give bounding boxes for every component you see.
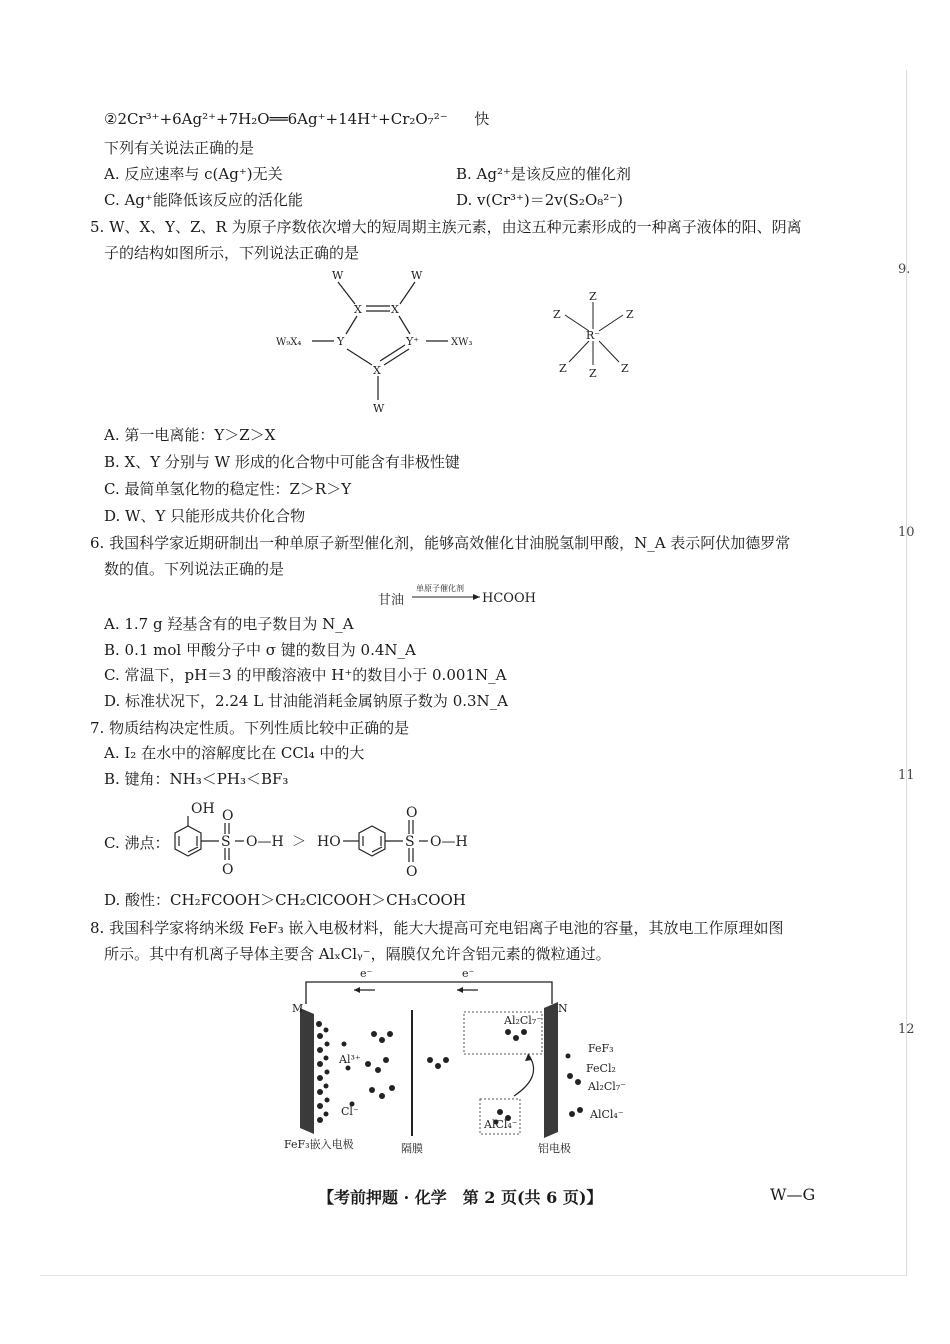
q6-stem-line1: 6. 我国科学家近期研制出一种单原子新型催化剂，能够高效催化甘油脱氢制甲酸，N_A 表示阿伏加德罗常 (90, 534, 791, 552)
q5-cation-x-left: X (354, 303, 362, 316)
q5-cation-w-top-left: W (332, 269, 344, 282)
q6-option-c: C. 常温下，pH＝3 的甲酸溶液中 H⁺的数目小于 0.001N_A (104, 666, 507, 684)
q7-o-h-2: O—H (430, 834, 468, 850)
q6-arrow-head (473, 594, 480, 600)
q8-label-m: M (292, 1002, 304, 1015)
q4-step2-equation: ②2Cr³⁺+6Ag²⁺+7H₂O══6Ag⁺+14H⁺+Cr₂O₇²⁻ (104, 110, 448, 128)
q8-stem-line1: 8. 我国科学家将纳米级 FeF₃ 嵌入电极材料，能大大提高可充电铝离子电池的容量，其放电工作原理如图 (90, 919, 784, 937)
q7-option-d: D. 酸性：CH₂FCOOH＞CH₂ClCOOH＞CH₃COOH (104, 891, 466, 909)
q8-electron-left: e⁻ (360, 967, 373, 980)
q7-s-1: S (221, 834, 231, 850)
q5-stem-line1: 5. W、X、Y、Z、R 为原子序数依次增大的短周期主族元素，由这五种元素形成的一种离子液体的阳、阴离 (90, 218, 802, 236)
q4-option-d: D. v(Cr³⁺)＝2v(S₂O₈²⁻) (456, 191, 624, 209)
q5-anion-z-6: Z (621, 362, 629, 375)
q8-stem-line2: 所示。其中有机离子导体主要含 AlₓClᵧ⁻，隔膜仅允许含铝元素的微粒通过。 (104, 945, 611, 963)
q5-stem-line2: 子的结构如图所示，下列说法正确的是 (104, 244, 360, 262)
q7-option-b: B. 键角：NH₃＜PH₃＜BF₃ (104, 770, 289, 788)
q8-label-al3: Al³⁺ (339, 1053, 361, 1066)
q8-electrode-m (300, 1008, 314, 1134)
q8-label-n: N (558, 1002, 568, 1015)
q6-option-d: D. 标准状况下，2.24 L 甘油能消耗金属钠原子数为 0.3N_A (104, 692, 509, 710)
q4-option-c: C. Ag⁺能降低该反应的活化能 (104, 191, 303, 209)
q8-embedded-particles (316, 1021, 330, 1123)
q4-option-b: B. Ag²⁺是该反应的催化剂 (456, 165, 631, 183)
q8-label-membrane: 隔膜 (401, 1142, 423, 1155)
q4-stem: 下列有关说法正确的是 (104, 139, 255, 157)
q7-o-top-1: O (222, 808, 234, 824)
paper-code: W—G (770, 1185, 816, 1204)
q7-option-a: A. I₂ 在水中的溶解度比在 CCl₄ 中的大 (104, 744, 365, 762)
q8-curved-arrow (514, 1054, 534, 1096)
q8-label-fef3: FeF₃ (588, 1042, 614, 1055)
q7-o-bottom-1: O (222, 862, 234, 878)
q5-cation-y: Y (337, 335, 345, 348)
q5-option-a: A. 第一电离能：Y＞Z＞X (104, 426, 276, 444)
q4-option-a: A. 反应速率与 c(Ag⁺)无关 (104, 165, 283, 183)
q6-option-a: A. 1.7 g 羟基含有的电子数目为 N_A (104, 615, 354, 633)
q5-anion-structure (545, 285, 645, 385)
q7-boiling-point-structures (165, 790, 505, 885)
q5-anion-z-3: Z (626, 308, 634, 321)
q8-electron-right: e⁻ (462, 967, 475, 980)
q5-anion-z-2: Z (553, 308, 561, 321)
q7-o-h-1: O—H (246, 834, 284, 850)
q8-battery-diagram (282, 964, 642, 1169)
q8-membrane-ion-cluster (427, 1057, 449, 1069)
q6-reactant: 甘油 (378, 593, 405, 608)
q6-stem-line2: 数的值。下列说法正确的是 (104, 560, 285, 578)
q7-s-2: S (405, 834, 415, 850)
margin-number-11: 11 (898, 768, 915, 783)
q8-label-fecl2: FeCl₂ (586, 1062, 616, 1075)
q8-right-ion-clusters (494, 1029, 584, 1125)
q5-option-c: C. 最简单氢化物的稳定性：Z＞R＞Y (104, 480, 352, 498)
q8-arrow-head-left (354, 987, 360, 993)
q7-ho-label: HO (317, 834, 341, 850)
q5-cation-xw3: XW₃ (451, 337, 473, 348)
q4-step2-speed: 快 (474, 110, 490, 128)
q8-label-al2cl7-box: Al₂Cl₇⁻ (504, 1014, 543, 1027)
q8-label-alcl4-box: AlCl₄⁻ (484, 1118, 518, 1131)
margin-number-12: 12 (898, 1022, 915, 1037)
q5-cation-w-top-right: W (411, 269, 423, 282)
page-footer: 【考前押题 · 化学 第 2 页(共 6 页)】 (318, 1188, 603, 1207)
q8-curved-arrow-head (525, 1054, 532, 1061)
q8-left-ion-clusters (342, 1031, 396, 1107)
q6-reaction-scheme (376, 578, 556, 612)
q7-stem: 7. 物质结构决定性质。下列性质比较中正确的是 (90, 719, 410, 737)
q8-label-al2cl7-side: Al₂Cl₇⁻ (588, 1080, 627, 1093)
q5-anion-z-4: Z (559, 362, 567, 375)
q7-option-c-prefix: C. 沸点： (104, 834, 170, 852)
q5-anion-z-1: Z (589, 290, 597, 303)
q6-option-b: B. 0.1 mol 甲酸分子中 σ 键的数目为 0.4N_A (104, 641, 416, 659)
q8-label-al-electrode: 铝电极 (538, 1142, 571, 1155)
q6-catalyst: 单原子催化剂 (416, 584, 464, 593)
q8-arrow-head-right (457, 987, 463, 993)
q8-label-alcl4-side: AlCl₄⁻ (590, 1108, 624, 1121)
q7-oh-label: OH (191, 801, 215, 817)
q5-cation-x-bottom: X (373, 364, 381, 377)
q7-o-top-2: O (406, 805, 418, 821)
q7-greater-than: ＞ (292, 834, 306, 850)
q8-electrode-n (544, 1002, 558, 1138)
margin-number-10: 10 (898, 525, 915, 540)
q5-cation-y-plus: Y⁺ (406, 335, 420, 348)
q5-cation-structure (270, 262, 520, 422)
q4-step2-line (104, 108, 489, 130)
q8-label-left-electrode: FeF₃嵌入电极 (284, 1138, 354, 1151)
q8-label-cl: Cl⁻ (341, 1105, 359, 1118)
q5-anion-z-5: Z (589, 367, 597, 380)
q6-product: HCOOH (482, 591, 536, 606)
q5-option-b: B. X、Y 分别与 W 形成的化合物中可能含有非极性键 (104, 453, 460, 471)
q5-cation-x-right: X (391, 303, 399, 316)
margin-number-9: 9. (898, 262, 911, 277)
q5-cation-w-bottom: W (373, 402, 385, 415)
q5-option-d: D. W、Y 只能形成共价化合物 (104, 507, 306, 525)
q5-cation-w9x4: W₉X₄ (276, 337, 302, 348)
q5-anion-r-minus: R⁻ (586, 329, 601, 342)
q7-o-bottom-2: O (406, 864, 418, 880)
